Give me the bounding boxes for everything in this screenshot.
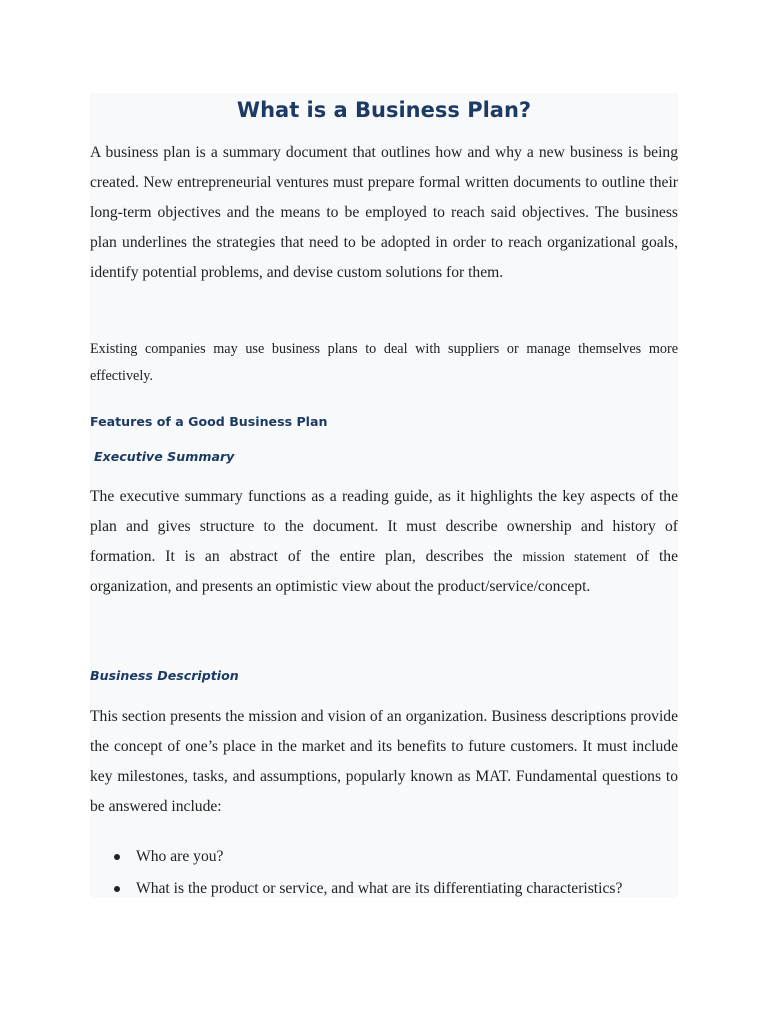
questions-list <box>90 841 678 905</box>
executive-summary-text-part1: The executive summary functions as a reading guide, as it highlights the key aspects of the plan and gives structure to the document. It must describe ownership and history of formation. It is an abstract of the entire plan, describes the <box>90 488 678 565</box>
page-title: What is a Business Plan? <box>236 98 532 122</box>
existing-companies-paragraph: Existing companies may use business plans to deal with suppliers or manage themselves more effectively. <box>90 341 678 384</box>
bullet-icon <box>114 854 120 860</box>
list-item-text: Who are you? <box>136 848 224 865</box>
list-item <box>90 841 678 873</box>
business-description-paragraph: This section presents the mission and vision of an organization. Business descriptions provide the concept of one’s place in the market and its benefits to future customers. It must include key milestones, tasks, and assumptions, popularly known as MAT. Fundamental questions to be answered include: <box>90 708 678 815</box>
executive-summary-heading: Executive Summary <box>94 449 235 464</box>
intro-paragraph: A business plan is a summary document that outlines how and why a new business is being created. New entrepreneurial ventures must prepare formal written documents to outline their long-term objectives and the means to be employed to reach said objectives. The business plan underlines the strategies that need to be adopted in order to reach organizational goals, identify potential problems, and devise custom solutions for them. <box>90 144 678 281</box>
mission-statement-text: mission statement <box>522 549 627 564</box>
bullet-icon <box>114 886 120 892</box>
business-description-heading: Business Description <box>90 668 239 683</box>
features-heading: Features of a Good Business Plan <box>90 414 328 429</box>
executive-summary-paragraph <box>90 482 678 602</box>
list-item-text: What is the product or service, and what are its differentiating characteristics? <box>136 880 623 897</box>
executive-summary-text-part2: of the organization, and presents an optimistic view about the product/service/concept. <box>90 548 678 595</box>
list-item <box>90 873 678 905</box>
document-page <box>90 93 678 898</box>
